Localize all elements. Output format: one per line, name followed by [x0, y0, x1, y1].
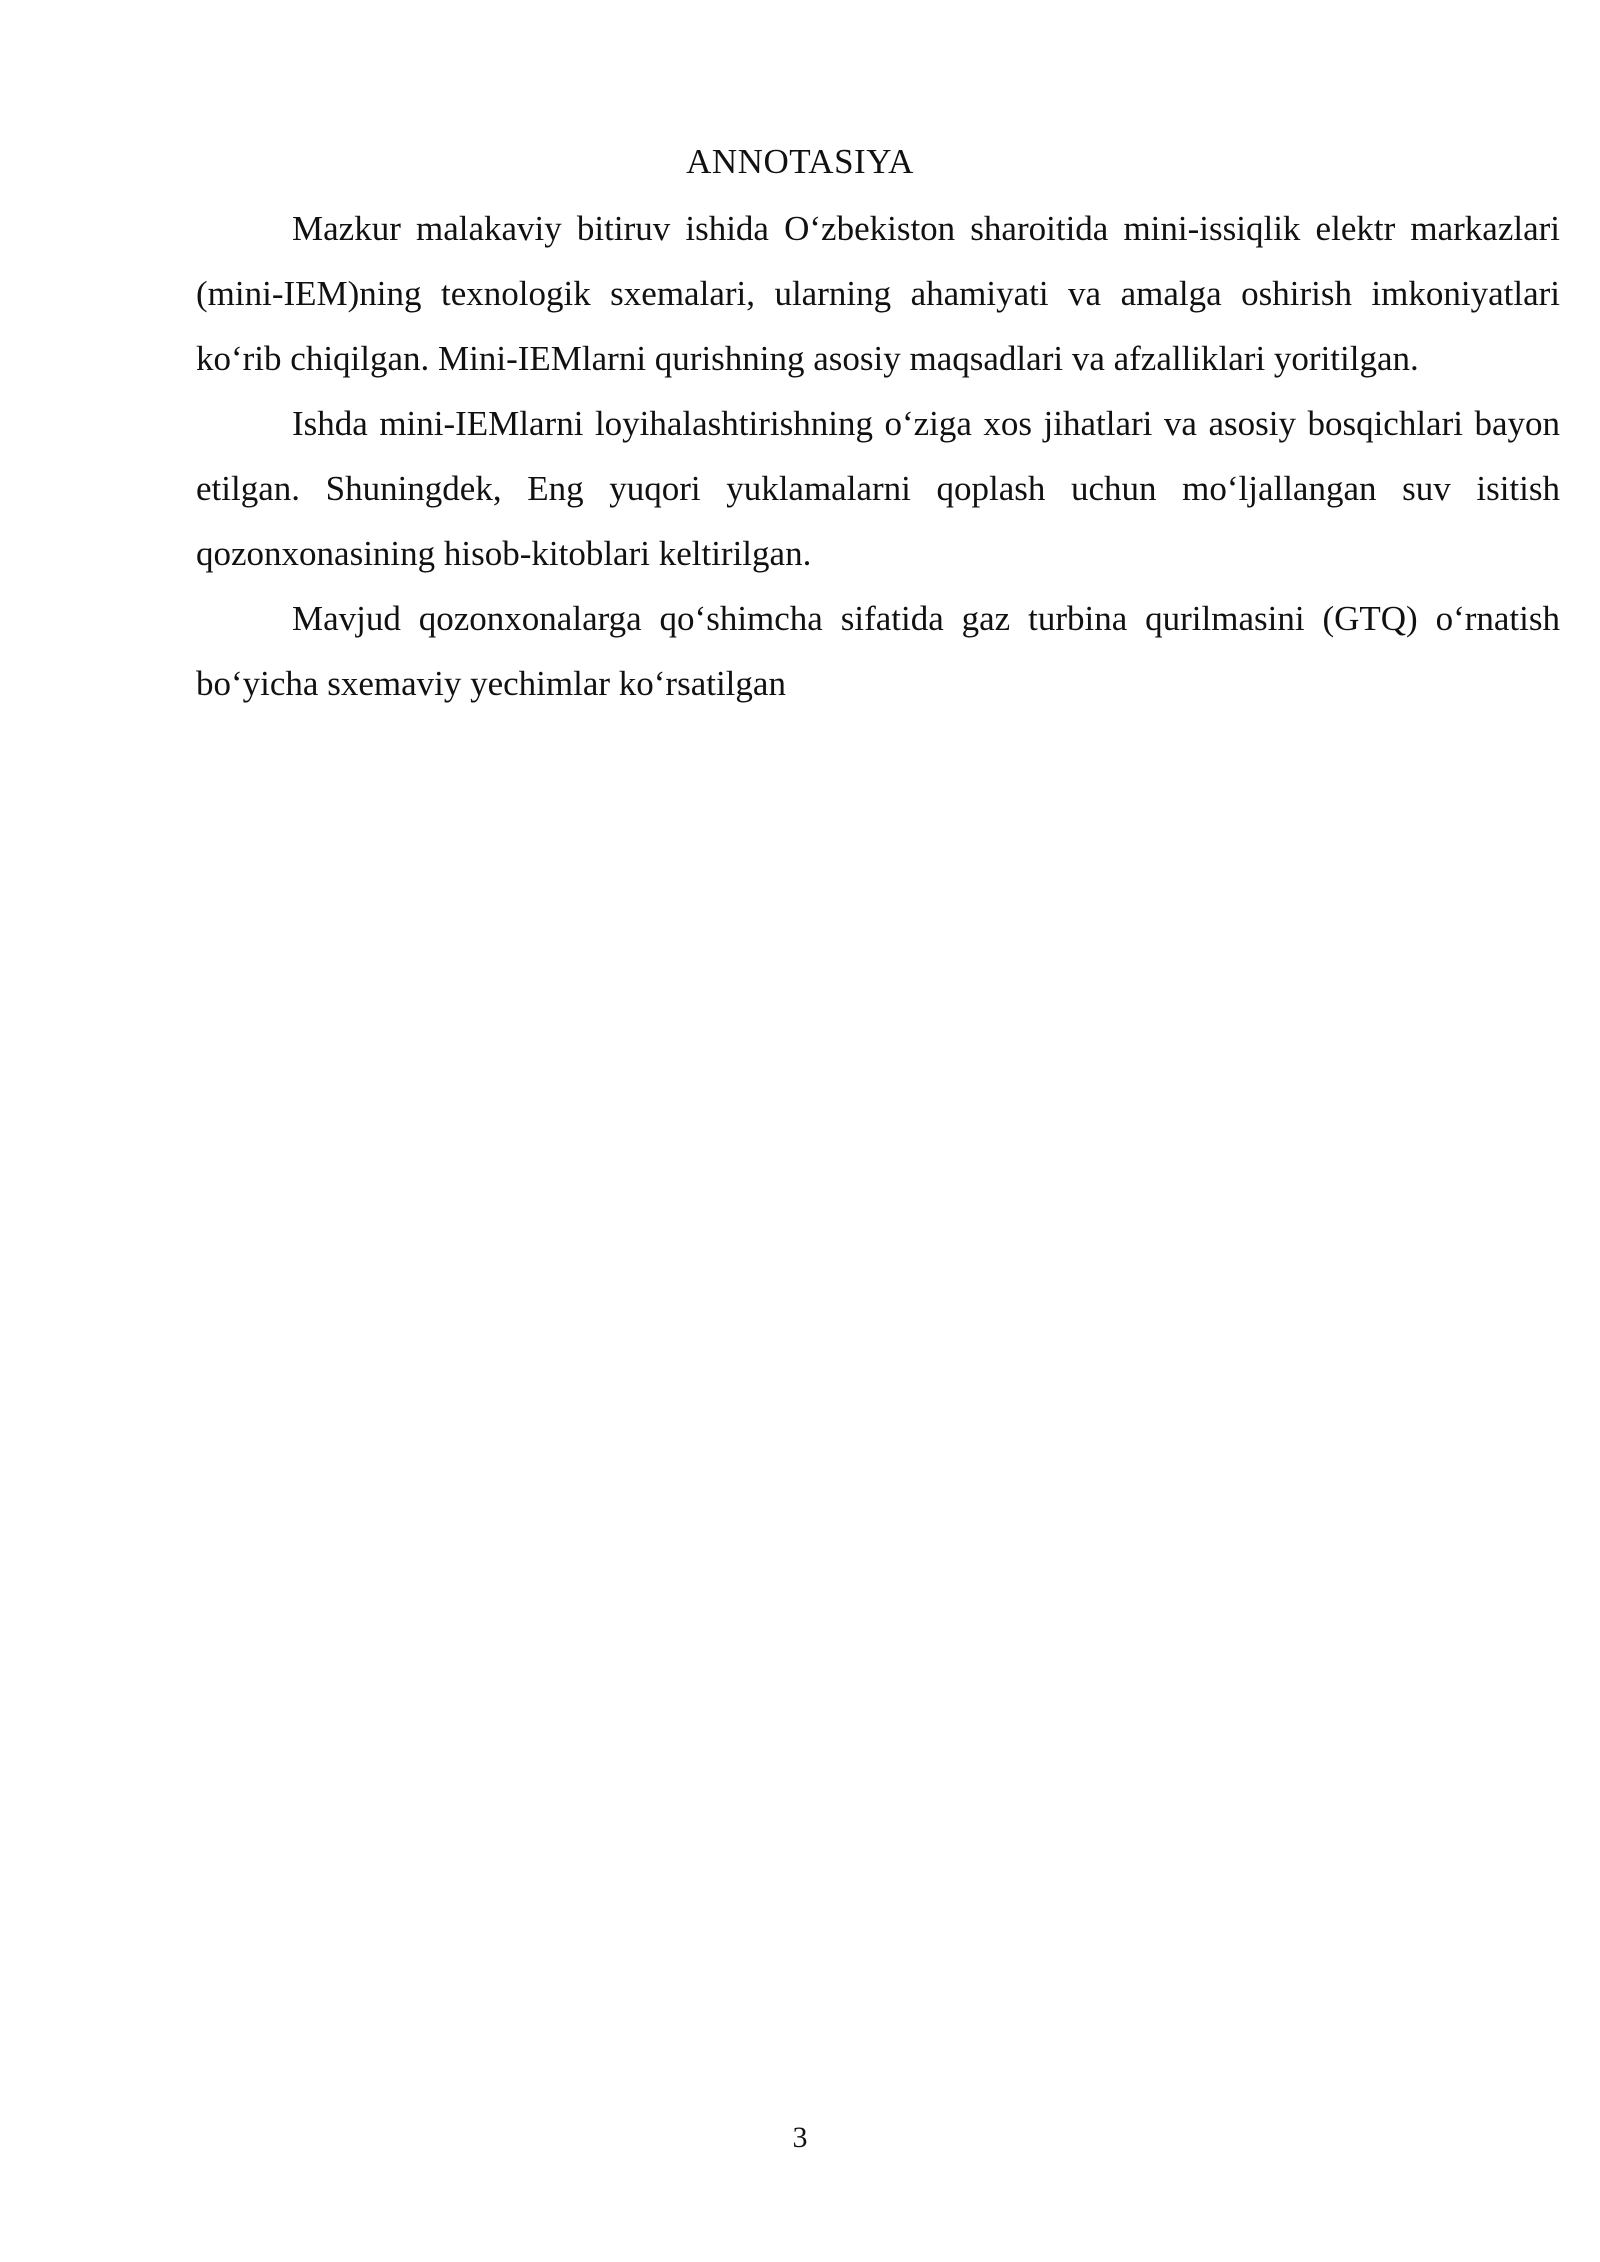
paragraph-2: Ishda mini-IEMlarni loyihalashtirishning o‘ziga xos jihatlari va asosiy bosqichlari bayon etilgan. Shuningdek, Eng yuqori yuklamalarni qoplash uchun mo‘ljallangan suv isitish qozonxonasining hisob-kitoblari keltirilgan.: [196, 404, 1560, 573]
document-title: ANNOTASIYA: [686, 142, 914, 181]
paragraph-3: Mavjud qozonxonalarga qo‘shimcha sifatida gaz turbina qurilmasini (GTQ) o‘rnatish bo‘yicha sxemaviy yechimlar ko‘rsatilgan: [196, 599, 1560, 703]
annotation-body: [196, 196, 1560, 716]
page-number: 3: [792, 2121, 808, 2154]
paragraph-1: Mazkur malakaviy bitiruv ishida O‘zbekiston sharoitida mini-issiqlik elektr markazlari (mini-IEM)ning texnologik sxemalari, ularning ahamiyati va amalga oshirish imkoniyatlari ko‘rib chiqilgan. Mini-IEMlarni qurishning asosiy maqsadlari va afzalliklari yoritilgan.: [196, 209, 1560, 378]
